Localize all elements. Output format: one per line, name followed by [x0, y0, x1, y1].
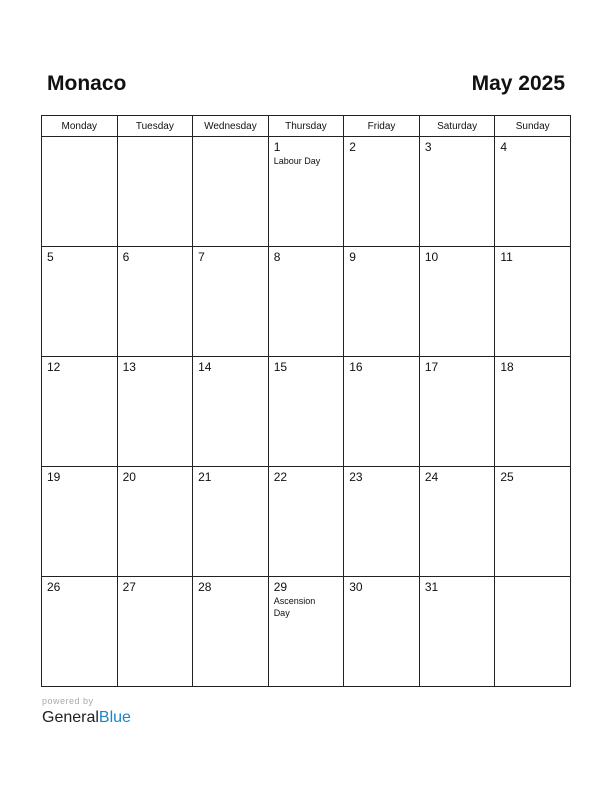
day-cell [193, 467, 269, 577]
day-number: 15 [273, 360, 288, 374]
weekday-header: Saturday [419, 116, 495, 137]
day-number: 26 [47, 580, 61, 594]
day-cell [344, 577, 420, 687]
day-cell [42, 577, 118, 687]
day-cell [268, 247, 344, 357]
week-row [42, 467, 571, 577]
holiday-label: Labour Day [273, 156, 321, 166]
day-cell [419, 467, 495, 577]
day-number: 19 [47, 470, 61, 484]
day-number: 1 [273, 140, 281, 154]
day-cell [117, 357, 193, 467]
day-cell [419, 137, 495, 247]
country-title: Monaco [47, 72, 127, 95]
day-number: 7 [198, 250, 205, 264]
day-number: 24 [424, 470, 439, 484]
day-number: 2 [349, 140, 356, 154]
day-cell [42, 357, 118, 467]
day-cell [419, 577, 495, 687]
week-row [42, 247, 571, 357]
day-number: 4 [500, 140, 508, 154]
day-number: 17 [424, 360, 439, 374]
week-row [42, 137, 571, 247]
day-number: 11 [500, 250, 513, 264]
day-number: 10 [424, 250, 439, 264]
day-cell [268, 137, 344, 247]
day-number: 21 [198, 470, 212, 484]
day-cell [495, 577, 571, 687]
day-number: 16 [349, 360, 363, 374]
day-number: 18 [500, 360, 514, 374]
day-cell [268, 467, 344, 577]
day-number: 25 [500, 470, 514, 484]
weekday-header: Wednesday [193, 116, 269, 137]
day-number: 3 [424, 140, 432, 154]
holiday-label: Ascension Day [273, 596, 316, 618]
day-number: 9 [349, 250, 356, 264]
day-cell [344, 467, 420, 577]
day-cell [495, 357, 571, 467]
day-number: 30 [349, 580, 363, 594]
weekday-header: Friday [344, 116, 420, 137]
day-cell [193, 357, 269, 467]
day-cell [193, 577, 269, 687]
day-cell [419, 247, 495, 357]
day-number: 14 [198, 360, 212, 374]
brand-blue: Blue [98, 709, 131, 726]
day-cell [344, 357, 420, 467]
weekday-header: Thursday [268, 116, 344, 137]
day-cell [42, 247, 118, 357]
weekday-header: Monday [42, 116, 118, 137]
day-cell [193, 137, 269, 247]
day-number: 12 [47, 360, 61, 374]
day-cell [117, 467, 193, 577]
day-cell [117, 247, 193, 357]
day-cell [193, 247, 269, 357]
day-number: 8 [273, 250, 281, 264]
day-number: 22 [273, 470, 288, 484]
day-number: 20 [122, 470, 136, 484]
day-cell [42, 137, 118, 247]
day-cell [42, 467, 118, 577]
footer-branding [42, 696, 131, 728]
day-number: 28 [198, 580, 212, 594]
week-row [42, 357, 571, 467]
day-cell [268, 577, 344, 687]
brand-logo [42, 708, 131, 728]
week-row [42, 577, 571, 687]
day-number: 6 [122, 250, 130, 264]
day-cell [344, 137, 420, 247]
day-cell [495, 247, 571, 357]
day-cell [117, 577, 193, 687]
day-number: 23 [349, 470, 363, 484]
day-cell [268, 357, 344, 467]
weekday-header: Tuesday [117, 116, 193, 137]
calendar-grid [41, 115, 571, 687]
weekday-header: Sunday [495, 116, 571, 137]
day-number: 31 [424, 580, 439, 594]
day-number: 29 [273, 580, 288, 594]
day-cell [344, 247, 420, 357]
day-cell [117, 137, 193, 247]
day-cell [419, 357, 495, 467]
weekday-header-row [42, 116, 571, 137]
brand-general: General [42, 709, 99, 726]
day-number: 27 [122, 580, 136, 594]
day-cell [495, 467, 571, 577]
month-year-title: May 2025 [471, 72, 565, 95]
day-number: 5 [47, 250, 54, 264]
day-number: 13 [122, 360, 136, 374]
day-cell [495, 137, 571, 247]
powered-by-text: powered by [42, 696, 94, 706]
